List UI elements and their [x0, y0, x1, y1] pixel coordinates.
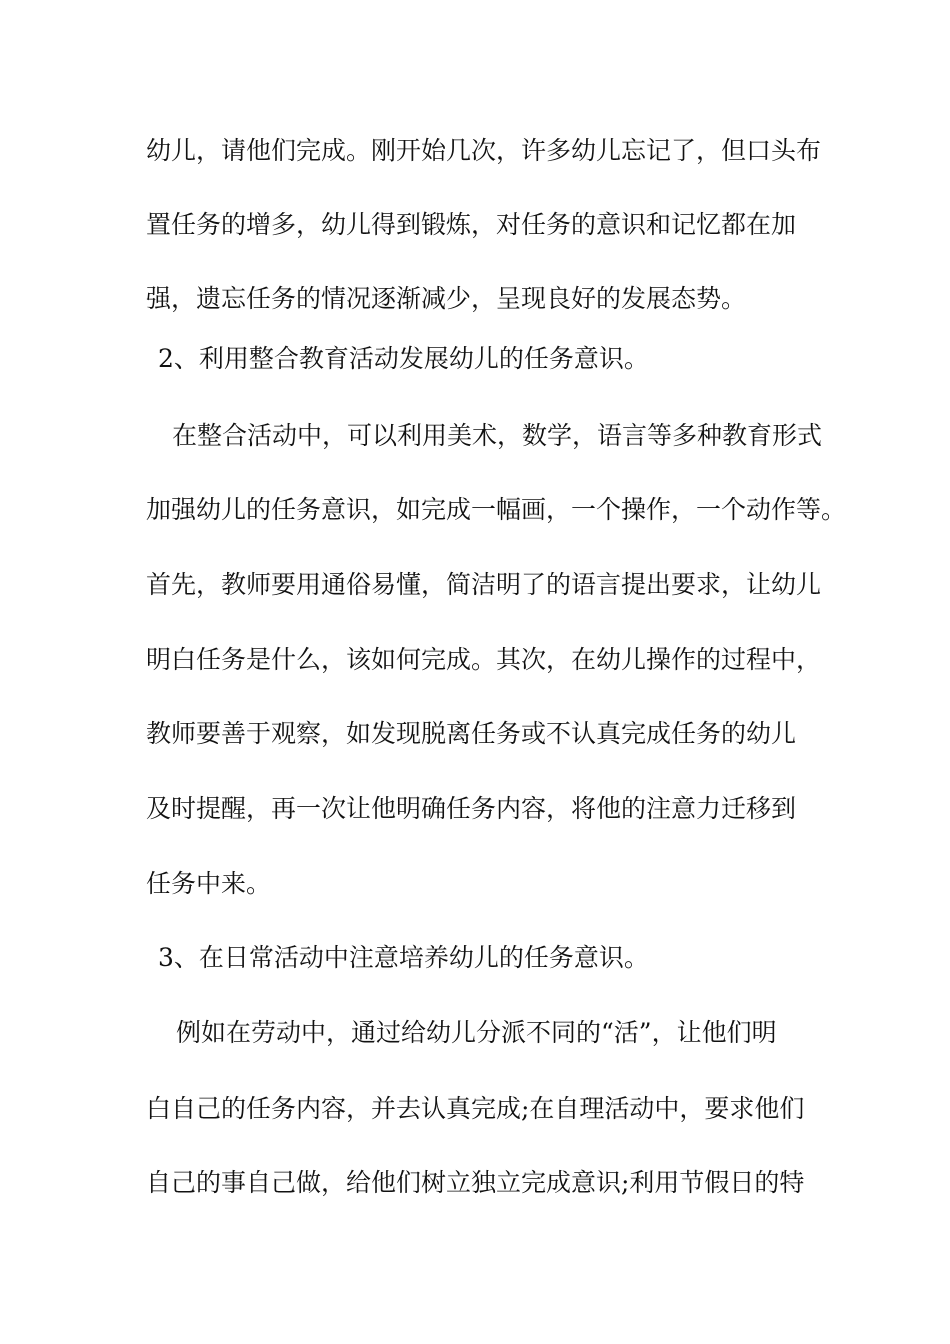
text-line: 白自己的任务内容，并去认真完成;在自理活动中，要求他们	[146, 1094, 805, 1123]
text-line: 任务中来。	[146, 869, 272, 898]
text-line: 及时提醒，再一次让他明确任务内容，将他的注意力迁移到	[146, 794, 797, 823]
text-line: 加强幼儿的任务意识，如完成一幅画，一个操作，一个动作等。	[146, 495, 847, 524]
section-heading: 2、利用整合教育活动发展幼儿的任务意识。	[158, 344, 649, 373]
text-line: 置任务的增多，幼儿得到锻炼，对任务的意识和记忆都在加	[146, 210, 797, 239]
text-line: 教师要善于观察，如发现脱离任务或不认真完成任务的幼儿	[146, 719, 797, 748]
text-line: 在整合活动中，可以利用美术，数学，语言等多种教育形式	[172, 421, 823, 450]
text-line: 幼儿，请他们完成。刚开始几次，许多幼儿忘记了，但口头布	[146, 136, 822, 165]
text-line: 自己的事自己做，给他们树立独立完成意识;利用节假日的特	[146, 1168, 805, 1197]
text-line: 明白任务是什么，该如何完成。其次，在幼儿操作的过程中，	[146, 645, 822, 674]
section-heading: 3、在日常活动中注意培养幼儿的任务意识。	[158, 943, 649, 972]
text-line: 强，遗忘任务的情况逐渐减少，呈现良好的发展态势。	[146, 284, 747, 313]
text-line: 例如在劳动中，通过给幼儿分派不同的“活”，让他们明	[176, 1018, 777, 1047]
text-line: 首先，教师要用通俗易懂，简洁明了的语言提出要求，让幼儿	[146, 570, 822, 599]
